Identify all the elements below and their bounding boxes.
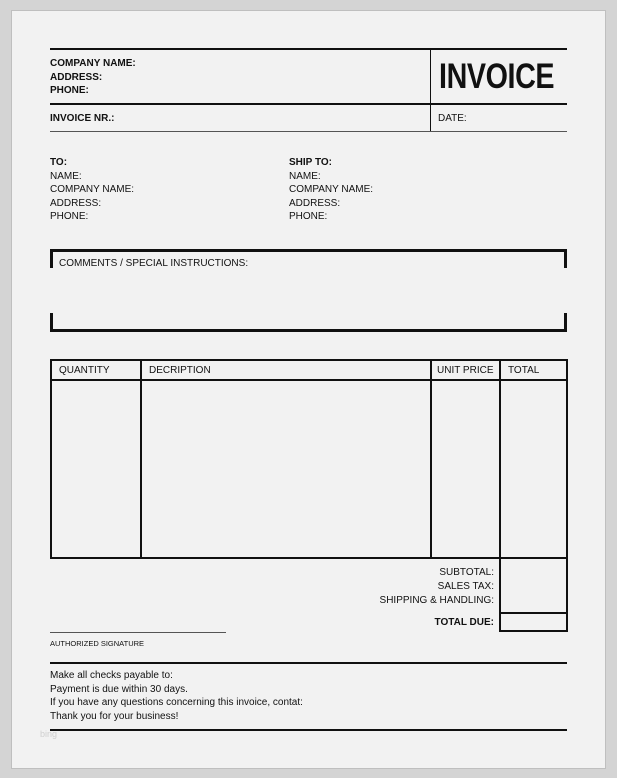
shipping-handling-label: SHIPPING & HANDLING: <box>379 595 494 606</box>
sales-tax-label: SALES TAX: <box>437 581 494 592</box>
summary-box-mid-rule <box>499 612 568 614</box>
ship-to-address-label: ADDRESS: <box>289 197 341 209</box>
watermark-text: bing <box>40 729 58 739</box>
table-right-border <box>566 359 568 559</box>
to-address-label: ADDRESS: <box>50 197 102 209</box>
footer-bottom-rule <box>50 729 567 731</box>
column-header-unit-price: UNIT PRICE <box>437 365 494 376</box>
summary-box-left <box>499 559 501 632</box>
ship-to-block <box>289 156 373 224</box>
company-name-label: COMPANY NAME: <box>50 58 136 69</box>
subtotal-label: SUBTOTAL: <box>439 567 494 578</box>
company-phone-label: PHONE: <box>50 85 89 96</box>
ship-to-heading: SHIP TO: <box>289 157 332 168</box>
table-top-rule <box>50 359 568 361</box>
ship-to-phone-label: PHONE: <box>289 211 328 222</box>
footer-top-rule <box>50 662 567 664</box>
summary-box-bottom-rule <box>499 630 568 632</box>
ship-to-company-label: COMPANY NAME: <box>289 184 374 195</box>
comments-bottom-rule <box>50 329 567 332</box>
table-col-divider-2 <box>430 361 432 558</box>
meta-bottom-rule <box>50 131 567 132</box>
ship-to-name-label: NAME: <box>289 170 321 182</box>
meta-divider <box>430 105 431 132</box>
invoice-nr-label: INVOICE NR.: <box>50 113 115 124</box>
footer-line-1: Make all checks payable to: <box>50 670 173 681</box>
total-due-label: TOTAL DUE: <box>434 617 494 628</box>
to-block <box>50 156 134 224</box>
signature-label: AUTHORIZED SIGNATURE <box>50 639 145 648</box>
column-header-quantity: QUANTITY <box>59 365 110 376</box>
comments-right-tick-top <box>564 249 567 268</box>
to-phone-label: PHONE: <box>50 211 89 222</box>
company-info <box>50 57 136 98</box>
footer-line-3: If you have any questions concerning this invoice, contat: <box>50 697 303 708</box>
comments-left-tick-top <box>50 249 53 268</box>
footer-line-2: Payment is due within 30 days. <box>50 683 188 695</box>
summary-box-right <box>566 559 568 632</box>
company-address-label: ADDRESS: <box>50 71 103 83</box>
table-header-rule <box>50 379 568 381</box>
invoice-sheet <box>11 10 606 769</box>
to-heading: TO: <box>50 157 68 168</box>
footer-line-4: Thank you for your business! <box>50 710 179 722</box>
invoice-title: INVOICE <box>439 57 555 96</box>
table-left-border <box>50 359 52 559</box>
header-bottom-rule <box>50 103 567 105</box>
table-col-divider-1 <box>140 361 142 558</box>
column-header-description: DECRIPTION <box>149 365 211 376</box>
to-company-label: COMPANY NAME: <box>50 184 135 195</box>
header-top-rule <box>50 48 567 50</box>
date-label: DATE: <box>438 113 467 124</box>
column-header-total: TOTAL <box>508 365 540 376</box>
footer-notes <box>50 669 303 723</box>
signature-line <box>50 632 226 633</box>
header-divider <box>430 50 431 104</box>
table-bottom-rule <box>50 557 568 559</box>
comments-label: COMMENTS / SPECIAL INSTRUCTIONS: <box>59 258 249 269</box>
table-col-divider-3 <box>499 361 501 558</box>
to-name-label: NAME: <box>50 170 82 182</box>
comments-top-rule <box>50 249 567 252</box>
